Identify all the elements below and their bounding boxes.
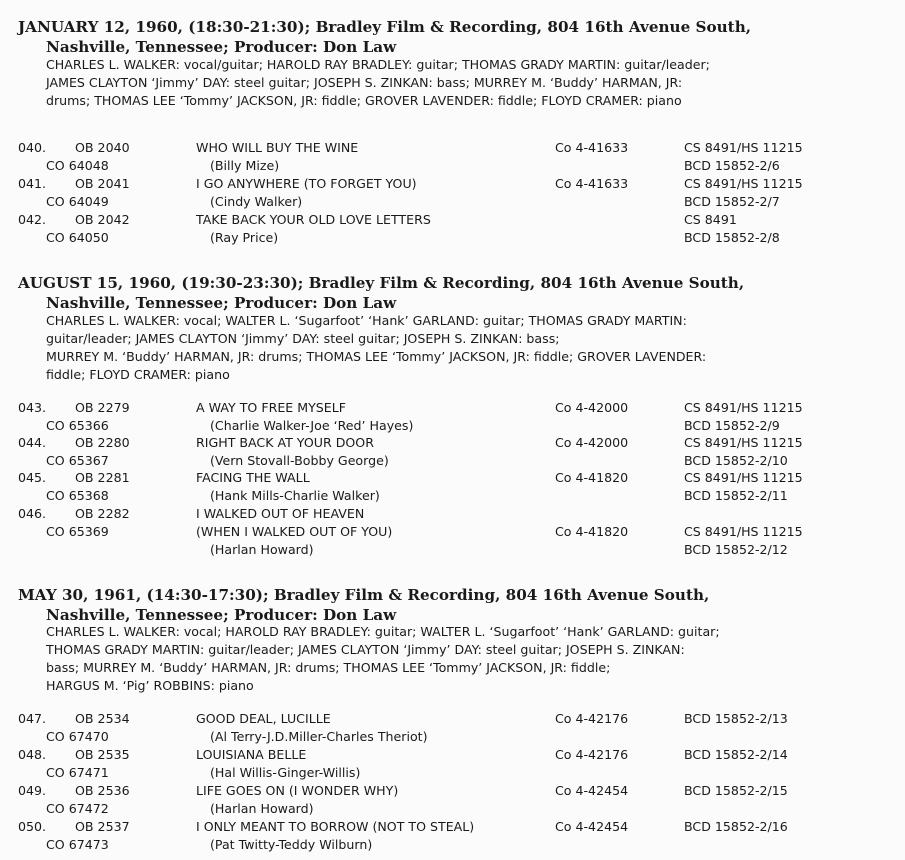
matrix-ob: OB 2537 xyxy=(75,819,130,834)
personnel-line: HARGUS M. ‘Pig’ ROBBINS: piano xyxy=(46,678,254,693)
matrix-co: CO 65368 xyxy=(46,488,109,503)
track-number: 050. xyxy=(18,819,47,834)
matrix-ob: OB 2281 xyxy=(75,470,130,485)
matrix-co: CO 65367 xyxy=(46,453,109,468)
track-title: I WALKED OUT OF HEAVEN xyxy=(196,506,365,521)
track-title: WHO WILL BUY THE WINE xyxy=(196,140,359,155)
track-credit: (Al Terry-J.D.Miller-Charles Theriot) xyxy=(210,729,428,744)
session-header-line: JANUARY 12, 1960, (18:30-21:30); Bradley Film & Recording, 804 16th Avenue South, xyxy=(18,18,752,36)
track-title-continued: (WHEN I WALKED OUT OF YOU) xyxy=(196,524,393,539)
track-number: 049. xyxy=(18,783,47,798)
session-header-line: Nashville, Tennessee; Producer: Don Law xyxy=(46,606,397,624)
track-title: A WAY TO FREE MYSELF xyxy=(196,400,347,415)
catalog-number: Co 4-41820 xyxy=(555,524,629,539)
reissue: BCD 15852-2/10 xyxy=(684,453,788,468)
session-personnel xyxy=(46,623,901,695)
reissue: BCD 15852-2/8 xyxy=(684,230,780,245)
matrix-co: CO 65366 xyxy=(46,418,109,433)
session-header-line: Nashville, Tennessee; Producer: Don Law xyxy=(46,294,397,312)
track-number: 048. xyxy=(18,747,47,762)
catalog-number: Co 4-41820 xyxy=(555,470,629,485)
track-credit: (Ray Price) xyxy=(210,230,279,245)
track-credit: (Harlan Howard) xyxy=(210,801,314,816)
session-header xyxy=(18,17,898,57)
session-header-line: AUGUST 15, 1960, (19:30-23:30); Bradley Film & Recording, 804 16th Avenue South, xyxy=(18,274,745,292)
reissue: CS 8491 xyxy=(684,212,737,227)
matrix-ob: OB 2041 xyxy=(75,176,130,191)
matrix-co: CO 67472 xyxy=(46,801,109,816)
track-title: LOUISIANA BELLE xyxy=(196,747,307,762)
reissue: CS 8491/HS 11215 xyxy=(684,400,803,415)
track-number: 041. xyxy=(18,176,47,191)
matrix-ob: OB 2040 xyxy=(75,140,130,155)
track-number: 040. xyxy=(18,140,47,155)
catalog-number: Co 4-42000 xyxy=(555,435,629,450)
catalog-number: Co 4-41633 xyxy=(555,140,629,155)
track-number: 047. xyxy=(18,711,47,726)
reissue: BCD 15852-2/12 xyxy=(684,542,788,557)
matrix-co: CO 64048 xyxy=(46,158,109,173)
personnel-line: CHARLES L. WALKER: vocal; HAROLD RAY BRADLEY: guitar; WALTER L. ‘Sugarfoot’ ‘Hank’ GARLAND: guitar; xyxy=(46,624,720,639)
catalog-number: Co 4-42000 xyxy=(555,400,629,415)
personnel-line: CHARLES L. WALKER: vocal/guitar; HAROLD RAY BRADLEY: guitar; THOMAS GRADY MARTIN: guitar/leader; xyxy=(46,57,710,72)
track-number: 045. xyxy=(18,470,47,485)
catalog-number: Co 4-42176 xyxy=(555,711,629,726)
track-credit: (Harlan Howard) xyxy=(210,542,314,557)
personnel-line: THOMAS GRADY MARTIN: guitar/leader; JAMES CLAYTON ‘Jimmy’ DAY: steel guitar; JOSEPH S. ZINKAN: xyxy=(46,642,685,657)
track-title: TAKE BACK YOUR OLD LOVE LETTERS xyxy=(196,212,431,227)
reissue: BCD 15852-2/9 xyxy=(684,418,780,433)
session-personnel xyxy=(46,56,901,110)
matrix-ob: OB 2279 xyxy=(75,400,130,415)
track-title: RIGHT BACK AT YOUR DOOR xyxy=(196,435,374,450)
reissue: CS 8491/HS 11215 xyxy=(684,435,803,450)
matrix-ob: OB 2282 xyxy=(75,506,130,521)
track-credit: (Hal Willis-Ginger-Willis) xyxy=(210,765,361,780)
reissue: CS 8491/HS 11215 xyxy=(684,470,803,485)
track-credit: (Charlie Walker-Joe ‘Red’ Hayes) xyxy=(210,418,414,433)
personnel-line: drums; THOMAS LEE ‘Tommy’ JACKSON, JR: fiddle; GROVER LAVENDER: fiddle; FLOYD CRAMER: piano xyxy=(46,93,682,108)
matrix-co: CO 67470 xyxy=(46,729,109,744)
personnel-line: JAMES CLAYTON ‘Jimmy’ DAY: steel guitar; JOSEPH S. ZINKAN: bass; MURREY M. ‘Buddy’ HARMAN, JR: xyxy=(46,75,683,90)
matrix-co: CO 65369 xyxy=(46,524,109,539)
reissue: BCD 15852-2/15 xyxy=(684,783,788,798)
matrix-ob: OB 2042 xyxy=(75,212,130,227)
track-title: I GO ANYWHERE (TO FORGET YOU) xyxy=(196,176,417,191)
track-number: 043. xyxy=(18,400,47,415)
catalog-number: Co 4-42454 xyxy=(555,783,629,798)
track-credit: (Billy Mize) xyxy=(210,158,280,173)
reissue: BCD 15852-2/6 xyxy=(684,158,780,173)
reissue: CS 8491/HS 11215 xyxy=(684,524,803,539)
session-header-line: Nashville, Tennessee; Producer: Don Law xyxy=(46,38,397,56)
reissue: BCD 15852-2/16 xyxy=(684,819,788,834)
track-title: I ONLY MEANT TO BORROW (NOT TO STEAL) xyxy=(196,819,475,834)
personnel-line: bass; MURREY M. ‘Buddy’ HARMAN, JR: drums; THOMAS LEE ‘Tommy’ JACKSON, JR: fiddle; xyxy=(46,660,611,675)
track-credit: (Cindy Walker) xyxy=(210,194,303,209)
catalog-number: Co 4-41633 xyxy=(555,176,629,191)
session-header-line: MAY 30, 1961, (14:30-17:30); Bradley Film & Recording, 804 16th Avenue South, xyxy=(18,586,710,604)
session-header xyxy=(18,585,898,625)
track-credit: (Vern Stovall-Bobby George) xyxy=(210,453,389,468)
reissue: CS 8491/HS 11215 xyxy=(684,140,803,155)
reissue: CS 8491/HS 11215 xyxy=(684,176,803,191)
session-header xyxy=(18,273,898,313)
catalog-number: Co 4-42176 xyxy=(555,747,629,762)
track-credit: (Pat Twitty-Teddy Wilburn) xyxy=(210,837,373,852)
personnel-line: guitar/leader; JAMES CLAYTON ‘Jimmy’ DAY: steel guitar; JOSEPH S. ZINKAN: bass; xyxy=(46,331,560,346)
track-title: GOOD DEAL, LUCILLE xyxy=(196,711,331,726)
session-personnel xyxy=(46,312,901,384)
track-title: LIFE GOES ON (I WONDER WHY) xyxy=(196,783,399,798)
matrix-ob: OB 2536 xyxy=(75,783,130,798)
reissue: BCD 15852-2/11 xyxy=(684,488,788,503)
matrix-co: CO 64050 xyxy=(46,230,109,245)
matrix-co: CO 64049 xyxy=(46,194,109,209)
matrix-co: CO 67471 xyxy=(46,765,109,780)
track-number: 046. xyxy=(18,506,47,521)
matrix-co: CO 67473 xyxy=(46,837,109,852)
matrix-ob: OB 2280 xyxy=(75,435,130,450)
personnel-line: CHARLES L. WALKER: vocal; WALTER L. ‘Sugarfoot’ ‘Hank’ GARLAND: guitar; THOMAS GRADY MARTIN: xyxy=(46,313,687,328)
catalog-number: Co 4-42454 xyxy=(555,819,629,834)
reissue: BCD 15852-2/7 xyxy=(684,194,780,209)
matrix-ob: OB 2535 xyxy=(75,747,130,762)
reissue: BCD 15852-2/14 xyxy=(684,747,788,762)
track-number: 044. xyxy=(18,435,47,450)
personnel-line: MURREY M. ‘Buddy’ HARMAN, JR: drums; THOMAS LEE ‘Tommy’ JACKSON, JR: fiddle; GROVER LAVENDER: xyxy=(46,349,707,364)
track-number: 042. xyxy=(18,212,47,227)
track-title: FACING THE WALL xyxy=(196,470,310,485)
matrix-ob: OB 2534 xyxy=(75,711,130,726)
reissue: BCD 15852-2/13 xyxy=(684,711,788,726)
personnel-line: fiddle; FLOYD CRAMER: piano xyxy=(46,367,230,382)
track-credit: (Hank Mills-Charlie Walker) xyxy=(210,488,380,503)
